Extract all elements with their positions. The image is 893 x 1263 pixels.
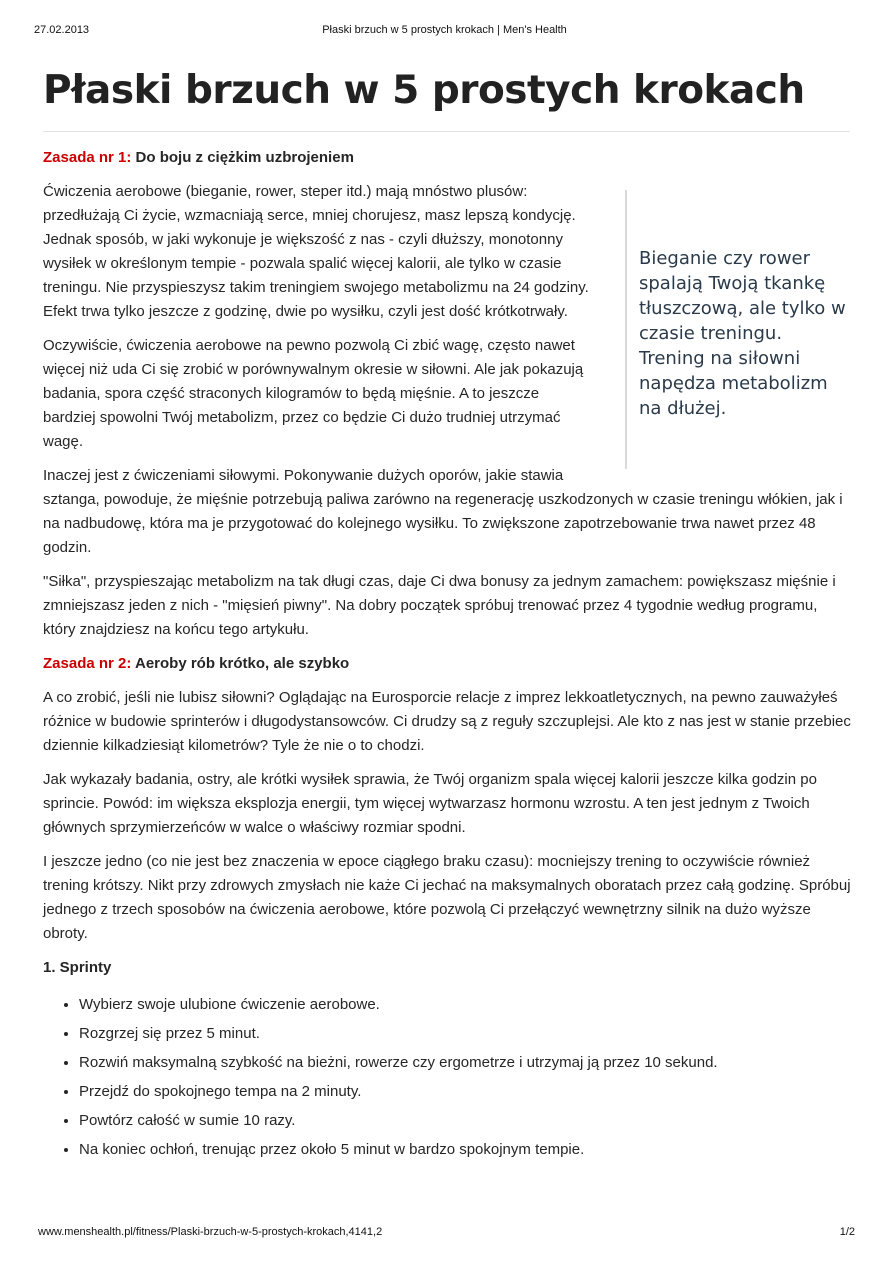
rule-2-heading bbox=[43, 652, 851, 676]
article-body bbox=[43, 146, 851, 1164]
print-footer bbox=[38, 1226, 855, 1242]
rule-1-label: Zasada nr 1: bbox=[43, 149, 132, 166]
rule-2-text: Aeroby rób krótko, ale szybko bbox=[131, 655, 350, 672]
paragraph: I jeszcze jedno (co nie jest bez znaczenia w epoce ciągłego braku czasu): mocniejszy trening to oczywiście również trening krótszy. Nikt przy zdrowych zmysłach nie każe Ci jechać na maksymalnych oboratach przez całą godzinę. Spróbuj jednego z trzech sposobów na ćwiczenia aerobowe, które pozwolą Ci przełączyć wewnętrzny silnik na dużo wyższe obroty. bbox=[43, 853, 851, 942]
paragraph: Jak wykazały badania, ostry, ale krótki wysiłek sprawia, że Twój organizm spala więcej kalorii jeszcze kilka godzin po sprincie. Powód: im większa eksplozja energii, tym więcej wytwarzasz hormonu wzrostu. A ten jest jednym z Twoich głównych sprzymierzeńców w walce o właściwy rozmiar spodni. bbox=[43, 771, 817, 836]
paragraph: A co zrobić, jeśli nie lubisz siłowni? Oglądając na Eurosporcie relacje z imprez lekkoatletycznych, na pewno zauważyłeś różnice w budowie sprinterów i długodystansowców. Ci drudzy są z reguły szczuplejsi. Ale kto z nas jest w stanie przebiec dziennie kilkadziesiąt kilometrów? Tyle że nie o to chodzi. bbox=[43, 689, 851, 754]
print-doc-title: Płaski brzuch w 5 prostych krokach | Men's Health bbox=[322, 24, 567, 36]
pullquote: Bieganie czy rower spalają Twoją tkankę tłuszczową, ale tylko w czasie treningu. Trening na siłowni napędza metabolizm na dłużej. bbox=[625, 190, 851, 469]
list-item: • Rozwiń maksymalną szybkość na bieżni, rowerze czy ergometrze i utrzymaj ją przez 10 sekund. bbox=[79, 1048, 851, 1077]
page-url: www.menshealth.pl/fitness/Plaski-brzuch-w-5-prostych-krokach,4141,2 bbox=[38, 1226, 383, 1238]
list-item: • Rozgrzej się przez 5 minut. bbox=[79, 1019, 851, 1048]
list-item: • Powtórz całość w sumie 10 razy. bbox=[79, 1106, 851, 1135]
list-item: • Na koniec ochłoń, trenując przez około 5 minut w bardzo spokojnym tempie. bbox=[79, 1135, 851, 1164]
title-divider bbox=[43, 131, 850, 132]
paragraph: "Siłka", przyspieszając metabolizm na tak długi czas, daje Ci dwa bonusy za jednym zamachem: powiększasz mięśnie i zmniejszasz jeden z nich - "mięsień piwny". Na dobry początek spróbuj trenować przez 4 tygodnie według programu, który znajdziesz na końcu tego artykułu. bbox=[43, 573, 836, 638]
print-header bbox=[34, 24, 855, 40]
rule-2-label: Zasada nr 2: bbox=[43, 655, 132, 672]
paragraph: Ćwiczenia aerobowe (bieganie, rower, steper itd.) mają mnóstwo plusów: przedłużają Ci życie, wzmacniają serce, mniej chorujesz, masz lepszą kondycję. Jednak sposób, w jaki wykonuje je większość z nas - czyli dłuższy, monotonny wysiłek w określonym tempie - pozwala spalić więcej kalorii, ale tylko w czasie treningu. Nie przyspieszysz takim treningiem swojego metabolizmu na 24 godziny. Efekt trwa tylko jeszcze z godzinę, dwie po wysiłku, czyli jest dość krótkotrwały. bbox=[43, 183, 589, 320]
article-title: Płaski brzuch w 5 prostych krokach bbox=[43, 68, 805, 113]
list-item: • Przejdź do spokojnego tempa na 2 minuty. bbox=[79, 1077, 851, 1106]
page-number: 1/2 bbox=[839, 1226, 855, 1238]
rule-1-heading bbox=[43, 146, 851, 170]
list-item: • Wybierz swoje ulubione ćwiczenie aerobowe. bbox=[79, 990, 851, 1019]
paragraph: Inaczej jest z ćwiczeniami siłowymi. Pokonywanie dużych oporów, jakie stawia sztanga, powoduje, że mięśnie potrzebują paliwa zarówno na regenerację uszkodzonych w czasie treningu włókien, jak i na nadbudowę, która ma je przygotować do kolejnego wysiłku. To zwiększone zapotrzebowanie trwa nawet przez 48 godzin. bbox=[43, 467, 843, 556]
rule-1-text: Do boju z ciężkim uzbrojeniem bbox=[131, 149, 354, 166]
sprinty-heading: 1. Sprinty bbox=[43, 959, 112, 976]
sprinty-list bbox=[43, 990, 851, 1164]
paragraph: Oczywiście, ćwiczenia aerobowe na pewno pozwolą Ci zbić wagę, często nawet więcej niż uda Ci się zrobić w porównywalnym okresie w siłowni. Ale jak pokazują badania, spora część straconych kilogramów to będą mięśnie. A to jeszcze bardziej spowolni Twój metabolizm, przez co będzie Ci dużo trudniej utrzymać wagę. bbox=[43, 337, 584, 450]
print-date: 27.02.2013 bbox=[34, 24, 90, 36]
